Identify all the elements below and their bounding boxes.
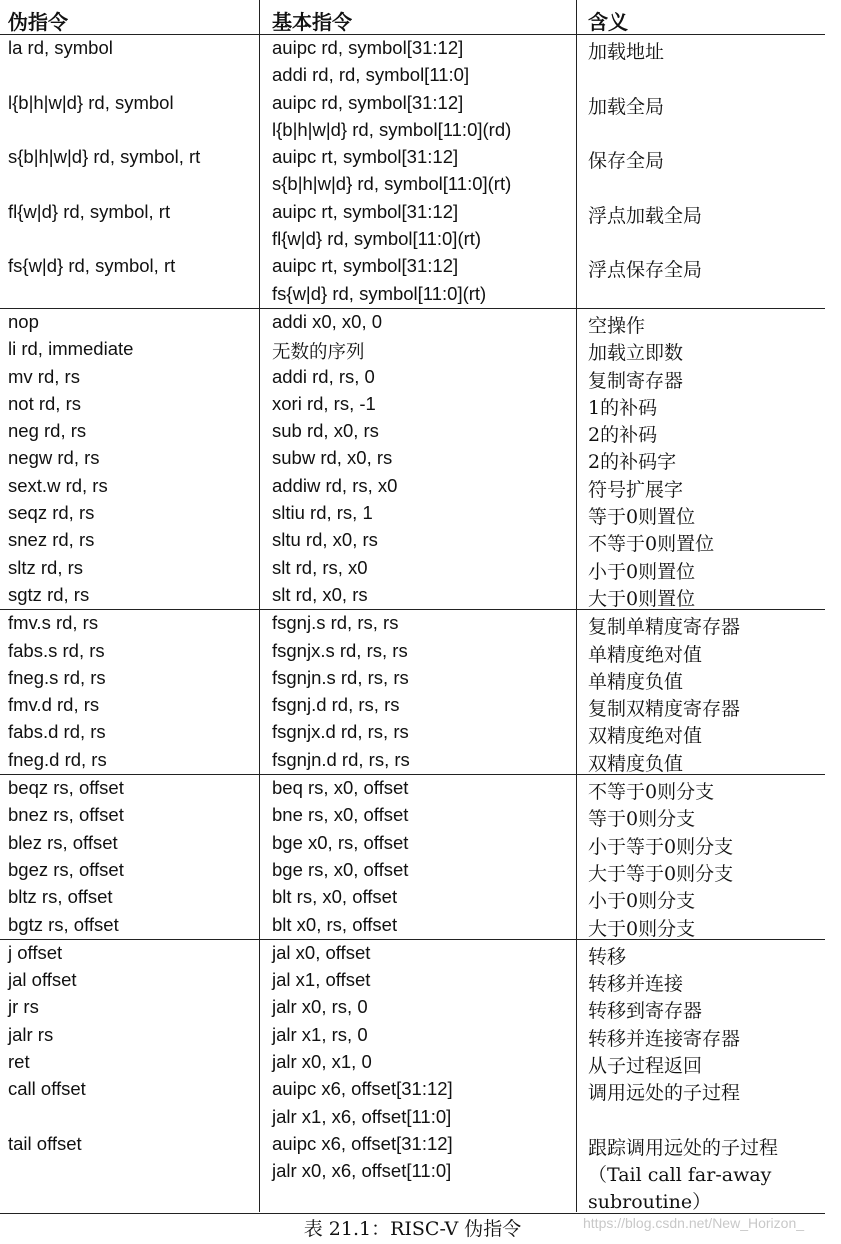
meaning-cell: 单精度绝对值 <box>588 643 703 666</box>
meaning-cell: 转移并连接 <box>588 973 684 996</box>
table-row <box>0 967 825 994</box>
pseudo-cell: fabs.s rd, rs <box>8 639 105 661</box>
pseudo-cell: jr rs <box>8 996 39 1018</box>
pseudo-cell: beqz rs, offset <box>8 777 124 799</box>
base-cell: fsgnjn.d rd, rs, rs <box>272 748 410 770</box>
meaning-cell: 大于等于0则分支 <box>588 862 734 885</box>
pseudo-cell: call offset <box>8 1078 86 1100</box>
meaning-cell: 不等于0则分支 <box>588 781 715 804</box>
base-cell: sltiu rd, rs, 1 <box>272 502 373 524</box>
meaning-cell: 从子过程返回 <box>588 1054 703 1077</box>
base-cell: blt x0, rs, offset <box>272 913 398 935</box>
base-cell: 无数的序列 <box>272 341 365 363</box>
pseudo-cell: sext.w rd, rs <box>8 474 108 496</box>
base-cell: auipc rd, symbol[31:12] <box>272 91 464 113</box>
table-caption: 表 21.1：RISC-V 伪指令 <box>303 1218 522 1240</box>
base-cell: jal x1, offset <box>272 969 371 991</box>
pseudo-cell: fmv.d rd, rs <box>8 694 100 716</box>
table-row <box>0 857 825 884</box>
base-cell: addiw rd, rs, x0 <box>272 474 398 496</box>
table-row <box>0 775 825 802</box>
pseudo-cell: sgtz rd, rs <box>8 583 90 605</box>
base-cell: auipc x6, offset[31:12] <box>272 1078 453 1100</box>
table-row <box>0 665 825 692</box>
table-header <box>0 0 825 35</box>
table-row <box>0 445 825 472</box>
table-body <box>0 35 825 1214</box>
table-row <box>0 253 825 280</box>
meaning-cell: 复制单精度寄存器 <box>588 616 741 639</box>
pseudo-cell: blez rs, offset <box>8 831 118 853</box>
table-row <box>0 144 825 171</box>
base-cell: auipc rt, symbol[31:12] <box>272 200 459 222</box>
pseudo-cell: negw rd, rs <box>8 447 100 469</box>
base-cell: fsgnj.d rd, rs, rs <box>272 694 400 716</box>
meaning-cell: 单精度负值 <box>588 670 684 693</box>
pseudo-cell: not rd, rs <box>8 392 81 414</box>
pseudo-cell: bltz rs, offset <box>8 886 113 908</box>
table-row <box>0 692 825 719</box>
meaning-cell: 双精度负值 <box>588 752 684 775</box>
base-cell: beq rs, x0, offset <box>272 777 409 799</box>
table-row <box>0 582 825 609</box>
base-cell: l{b|h|w|d} rd, symbol[11:0](rd) <box>272 118 512 140</box>
pseudo-cell: fneg.s rd, rs <box>8 666 106 688</box>
table-row <box>0 1158 825 1185</box>
table-row <box>0 500 825 527</box>
base-cell: fsgnjx.d rd, rs, rs <box>272 721 409 743</box>
pseudo-cell: fneg.d rd, rs <box>8 748 107 770</box>
pseudo-cell: bnez rs, offset <box>8 804 124 826</box>
base-cell: sub rd, x0, rs <box>272 420 379 442</box>
base-cell: fs{w|d} rd, symbol[11:0](rt) <box>272 282 487 304</box>
meaning-cell: 符号扩展字 <box>588 478 684 501</box>
table-row <box>0 830 825 857</box>
table-row <box>0 418 825 445</box>
table-row <box>0 1185 825 1212</box>
table-row <box>0 62 825 89</box>
pseudo-cell: mv rd, rs <box>8 365 80 387</box>
table-row <box>0 527 825 554</box>
meaning-cell: 大于0则置位 <box>588 587 696 610</box>
meaning-cell: 转移 <box>588 945 627 968</box>
base-cell: auipc rt, symbol[31:12] <box>272 255 459 277</box>
base-cell: bge rs, x0, offset <box>272 858 409 880</box>
table-row <box>0 638 825 665</box>
meaning-cell: 空操作 <box>588 314 646 337</box>
table-row <box>0 1076 825 1103</box>
base-cell: subw rd, x0, rs <box>272 447 393 469</box>
table-row <box>0 994 825 1021</box>
meaning-cell: 加载地址 <box>588 41 665 63</box>
meaning-cell: 浮点保存全局 <box>588 259 703 282</box>
meaning-cell: 小于0则分支 <box>588 890 696 913</box>
pseudo-cell: seqz rd, rs <box>8 502 95 524</box>
pseudo-cell: fmv.s rd, rs <box>8 612 99 634</box>
meaning-cell: 加载立即数 <box>588 342 684 365</box>
base-cell: bne rs, x0, offset <box>272 804 409 826</box>
pseudo-cell: la rd, symbol <box>8 37 113 58</box>
table-group <box>0 940 825 1214</box>
meaning-cell: 复制双精度寄存器 <box>588 698 741 721</box>
base-cell: xori rd, rs, -1 <box>272 392 376 414</box>
table-row <box>0 391 825 418</box>
meaning-cell: 小于等于0则分支 <box>588 835 734 858</box>
table-row <box>0 1022 825 1049</box>
meaning-cell: 跟踪调用远处的子过程 <box>588 1136 779 1159</box>
meaning-cell: 2的补码 <box>588 424 658 447</box>
table-row <box>0 117 825 144</box>
meaning-cell: 等于0则分支 <box>588 808 696 831</box>
meaning-cell: 1的补码 <box>588 396 658 419</box>
base-cell: slt rd, x0, rs <box>272 583 368 605</box>
base-cell: jalr x0, rs, 0 <box>272 996 368 1018</box>
pseudo-cell: jal offset <box>8 969 77 991</box>
meaning-cell: 双精度绝对值 <box>588 725 703 748</box>
meaning-cell: 不等于0则置位 <box>588 533 715 556</box>
table-group <box>0 309 825 610</box>
pseudo-cell: fabs.d rd, rs <box>8 721 106 743</box>
meaning-cell: 大于0则分支 <box>588 917 696 940</box>
pseudo-cell: li rd, immediate <box>8 338 134 360</box>
column-divider <box>259 0 260 1212</box>
table-row <box>0 281 825 308</box>
base-cell: fsgnj.s rd, rs, rs <box>272 612 399 634</box>
table-row <box>0 1104 825 1131</box>
pseudo-cell: fl{w|d} rd, symbol, rt <box>8 200 171 222</box>
base-cell: s{b|h|w|d} rd, symbol[11:0](rt) <box>272 173 512 195</box>
base-cell: addi rd, rd, symbol[11:0] <box>272 64 470 86</box>
pseudo-cell: s{b|h|w|d} rd, symbol, rt <box>8 146 201 168</box>
column-divider <box>576 0 577 1212</box>
table-row <box>0 309 825 336</box>
pseudo-cell: ret <box>8 1050 30 1072</box>
meaning-cell: 转移到寄存器 <box>588 1000 703 1023</box>
base-cell: addi x0, x0, 0 <box>272 310 383 332</box>
meaning-cell: subroutine） <box>588 1191 712 1214</box>
watermark: https://blog.csdn.net/New_Horizon_ <box>583 1215 805 1231</box>
table-row <box>0 336 825 363</box>
base-cell: fl{w|d} rd, symbol[11:0](rt) <box>272 228 482 250</box>
table-row <box>0 1131 825 1158</box>
pseudo-cell: nop <box>8 310 39 332</box>
pseudo-cell: sltz rd, rs <box>8 556 84 578</box>
base-cell: fsgnjn.s rd, rs, rs <box>272 666 409 688</box>
pseudo-cell: neg rd, rs <box>8 420 87 442</box>
pseudo-cell: snez rd, rs <box>8 529 95 551</box>
base-cell: auipc x6, offset[31:12] <box>272 1132 453 1154</box>
pseudo-cell: jalr rs <box>8 1023 54 1045</box>
table-row <box>0 940 825 967</box>
base-cell: jalr x1, x6, offset[11:0] <box>272 1105 452 1127</box>
pseudo-cell: j offset <box>8 941 63 963</box>
table-row <box>0 199 825 226</box>
table-group <box>0 35 825 309</box>
base-cell: jalr x1, rs, 0 <box>272 1023 368 1045</box>
base-cell: jalr x0, x6, offset[11:0] <box>272 1160 452 1182</box>
meaning-cell: 加载全局 <box>588 95 665 118</box>
pseudo-cell: l{b|h|w|d} rd, symbol <box>8 91 174 113</box>
table-row <box>0 802 825 829</box>
base-cell: jal x0, offset <box>272 941 371 963</box>
base-cell: addi rd, rs, 0 <box>272 365 375 387</box>
header-pseudo: 伪指令 <box>8 10 68 34</box>
meaning-cell: 小于0则置位 <box>588 560 696 583</box>
base-cell: slt rd, rs, x0 <box>272 556 368 578</box>
meaning-cell: （Tail call far-away <box>588 1164 772 1187</box>
base-cell: fsgnjx.s rd, rs, rs <box>272 639 408 661</box>
table-row <box>0 1049 825 1076</box>
meaning-cell: 等于0则置位 <box>588 506 696 529</box>
table-row <box>0 90 825 117</box>
table-row <box>0 610 825 637</box>
table-row <box>0 912 825 939</box>
base-cell: sltu rd, x0, rs <box>272 529 378 551</box>
base-cell: blt rs, x0, offset <box>272 886 398 908</box>
header-base: 基本指令 <box>272 10 352 34</box>
table-group <box>0 610 825 775</box>
meaning-cell: 调用远处的子过程 <box>588 1082 741 1105</box>
table-row <box>0 719 825 746</box>
pseudo-cell: bgez rs, offset <box>8 858 124 880</box>
table-row <box>0 747 825 774</box>
base-cell: auipc rd, symbol[31:12] <box>272 37 464 58</box>
table-row <box>0 226 825 253</box>
table-group <box>0 775 825 940</box>
meaning-cell: 2的补码字 <box>588 451 677 474</box>
pseudo-cell: fs{w|d} rd, symbol, rt <box>8 255 176 277</box>
table-row <box>0 35 825 62</box>
table-row <box>0 473 825 500</box>
meaning-cell: 转移并连接寄存器 <box>588 1027 741 1050</box>
base-cell: bge x0, rs, offset <box>272 831 409 853</box>
pseudo-cell: bgtz rs, offset <box>8 913 119 935</box>
pseudo-cell: tail offset <box>8 1132 82 1154</box>
meaning-cell: 复制寄存器 <box>588 369 684 392</box>
header-meaning: 含义 <box>588 10 628 34</box>
table-row <box>0 364 825 391</box>
table-row <box>0 884 825 911</box>
table-row <box>0 171 825 198</box>
table-row <box>0 555 825 582</box>
meaning-cell: 保存全局 <box>588 150 665 173</box>
meaning-cell: 浮点加载全局 <box>588 204 703 227</box>
base-cell: auipc rt, symbol[31:12] <box>272 146 459 168</box>
base-cell: jalr x0, x1, 0 <box>272 1050 372 1072</box>
